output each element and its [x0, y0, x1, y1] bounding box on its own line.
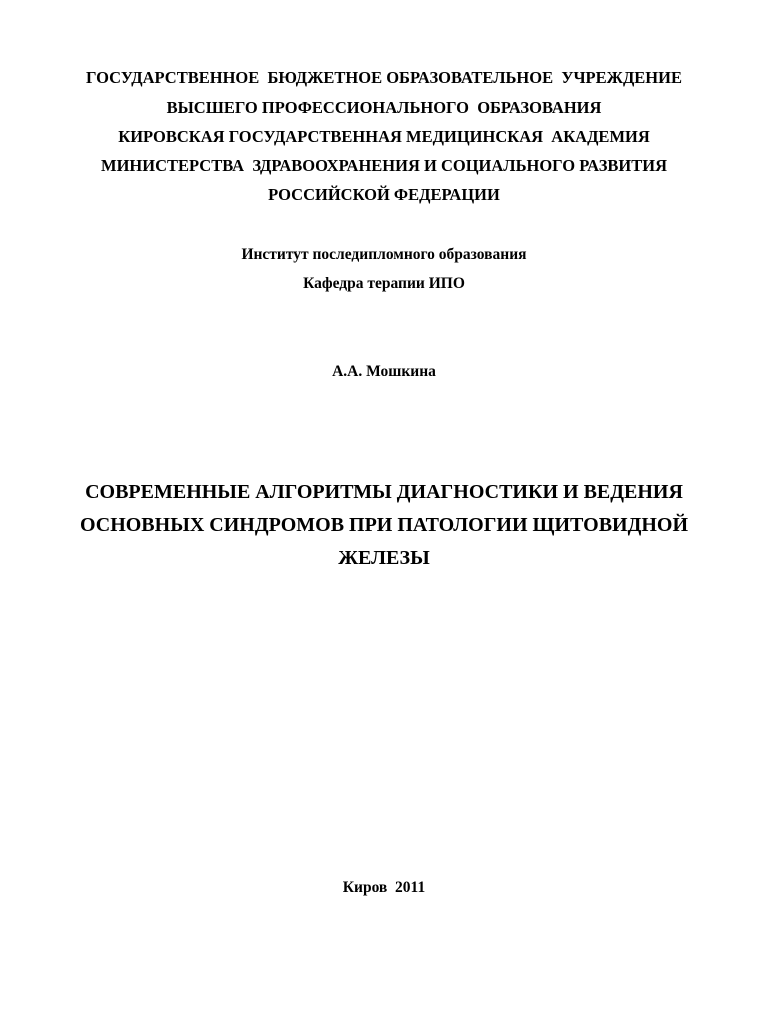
title-line-3: ЖЕЛЕЗЫ [338, 547, 430, 569]
place-and-year: Киров 2011 [342, 879, 426, 896]
department-name: Кафедра терапии ИПО [303, 275, 465, 292]
title-line-1: СОВРЕМЕННЫЕ АЛГОРИТМЫ ДИАГНОСТИКИ И ВЕДЕНИЯ [85, 481, 683, 503]
institution-line-5: РОССИЙСКОЙ ФЕДЕРАЦИИ [268, 185, 500, 204]
institution-line-2: ВЫСШЕГО ПРОФЕССИОНАЛЬНОГО ОБРАЗОВАНИЯ [166, 98, 602, 117]
institution-line-1: ГОСУДАРСТВЕННОЕ БЮДЖЕТНОЕ ОБРАЗОВАТЕЛЬНОЕ УЧРЕЖДЕНИЕ [86, 68, 682, 87]
institute-name: Институт последипломного образования [241, 246, 527, 263]
title-line-2: ОСНОВНЫХ СИНДРОМОВ ПРИ ПАТОЛОГИИ ЩИТОВИДНОЙ [79, 514, 689, 536]
author-name: А.А. Мошкина [332, 363, 436, 380]
institution-line-3: КИРОВСКАЯ ГОСУДАРСТВЕННАЯ МЕДИЦИНСКАЯ АКАДЕМИЯ [118, 127, 650, 146]
institution-line-4: МИНИСТЕРСТВА ЗДРАВООХРАНЕНИЯ И СОЦИАЛЬНОГО РАЗВИТИЯ [101, 156, 667, 175]
